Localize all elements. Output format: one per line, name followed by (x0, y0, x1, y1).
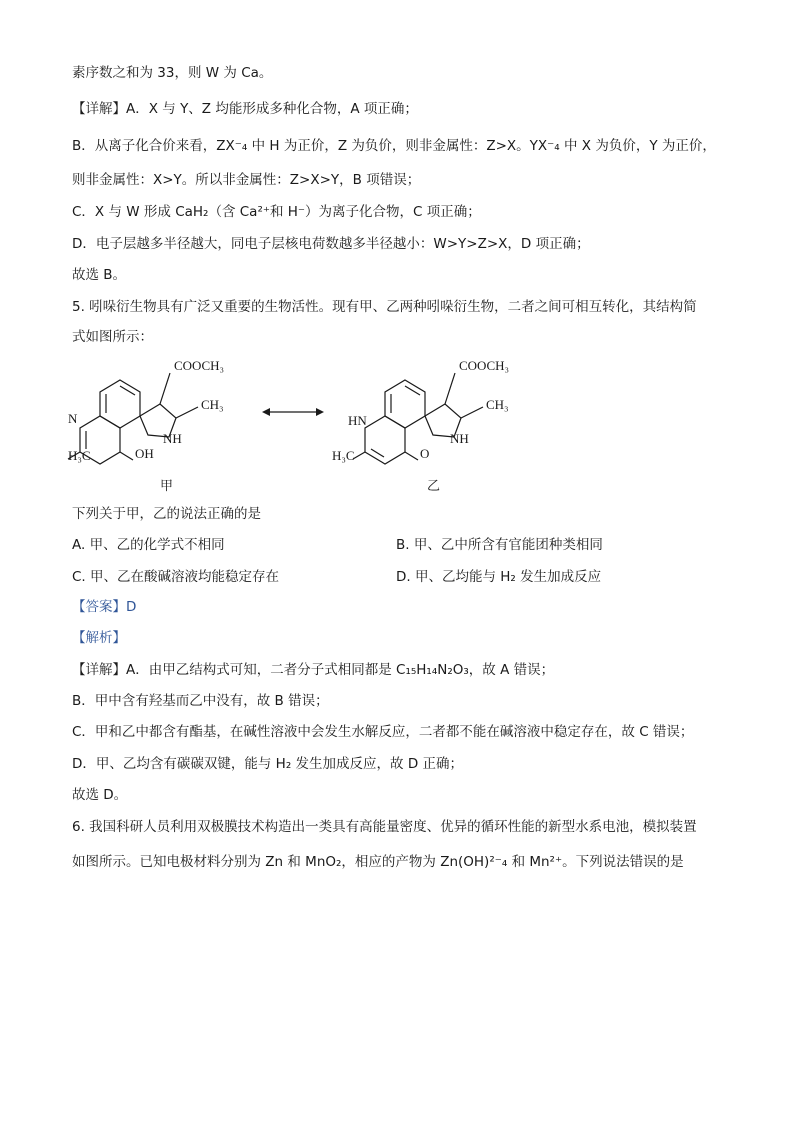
analysis-label: 【解析】 (72, 630, 126, 646)
text-line: 【详解】A．X 与 Y、Z 均能形成多种化合物，A 项正确； (72, 101, 418, 117)
jia-methyl-label: CH₃ (201, 397, 224, 412)
text-line: C．甲和乙中都含有酯基，在碱性溶液中会发生水解反应，二者都不能在碱溶液中稳定存在，故 C 错误； (72, 724, 694, 740)
text-line: 【详解】A．由甲乙结构式可知，二者分子式相同都是 C₁₅H₁₄N₂O₃，故 A 错误； (72, 662, 555, 678)
jia-ester-label: COOCH₃ (174, 358, 225, 373)
question-6-stem: 如图所示。已知电极材料分别为 Zn 和 MnO₂，相应的产物为 Zn(OH)²⁻₄ 和 Mn²⁺。下列说法错误的是 (72, 854, 684, 870)
yi-ketone-label: O (420, 446, 430, 461)
text-line: 素序数之和为 33，则 W 为 Ca。 (72, 65, 273, 81)
jia-caption: 甲 (160, 479, 174, 494)
option-d: D. 甲、乙均能与 H₂ 发生加成反应 (396, 569, 602, 585)
jia-n-label: N (68, 411, 78, 426)
answer-label: 【答案】D (72, 599, 137, 615)
text-line: B．从离子化合价来看，ZX⁻₄ 中 H 为正价，Z 为负价，则非金属性：Z>X。YX⁻₄ 中 X 为负价，Y 为正价， (72, 138, 716, 154)
text-line: B．甲中含有羟基而乙中没有，故 B 错误； (72, 693, 329, 709)
yi-ester-label: COOCH₃ (459, 358, 510, 373)
text-line: C．X 与 W 形成 CaH₂（含 Ca²⁺和 H⁻）为离子化合物，C 项正确； (72, 204, 481, 220)
question-5-prompt: 下列关于甲，乙的说法正确的是 (72, 506, 261, 522)
text-line: D．甲、乙均含有碳碳双键，能与 H₂ 发生加成反应，故 D 正确； (72, 756, 464, 772)
text-line: 故选 B。 (72, 267, 127, 283)
option-b: B. 甲、乙中所含有官能团种类相同 (396, 537, 603, 553)
equilibrium-arrow (262, 408, 324, 416)
yi-caption: 乙 (427, 479, 441, 494)
yi-hn-label: HN (348, 413, 367, 428)
option-c: C. 甲、乙在酸碱溶液均能稳定存在 (72, 569, 280, 585)
structure-yi (332, 358, 509, 494)
structure-jia (68, 358, 224, 494)
question-5-stem: 式如图所示： (72, 329, 153, 345)
text-line: 则非金属性：X>Y。所以非金属性：Z>X>Y，B 项错误； (72, 172, 421, 188)
question-5-stem: 5. 吲哚衍生物具有广泛又重要的生物活性。现有甲、乙两种吲哚衍生物，二者之间可相互转化，其结构简 (72, 299, 697, 315)
text-line: 故选 D。 (72, 787, 128, 803)
jia-oh-label: OH (135, 446, 154, 461)
yi-n-label: NH (450, 431, 469, 446)
jia-h3c-label: H₃C (68, 448, 91, 463)
question-6-stem: 6. 我国科研人员利用双极膜技术构造出一类具有高能量密度、优异的循环性能的新型水系电池，模拟装置 (72, 819, 697, 835)
text-line: D．电子层越多半径越大，同电子层核电荷数越多半径越小：W>Y>Z>X，D 项正确； (72, 236, 590, 252)
yi-h3c-label: H₃C (332, 448, 355, 463)
option-a: A. 甲、乙的化学式不相同 (72, 537, 225, 553)
structure-diagram (70, 355, 530, 495)
jia-nh-label: NH (163, 431, 182, 446)
yi-methyl-label: CH₃ (486, 397, 509, 412)
